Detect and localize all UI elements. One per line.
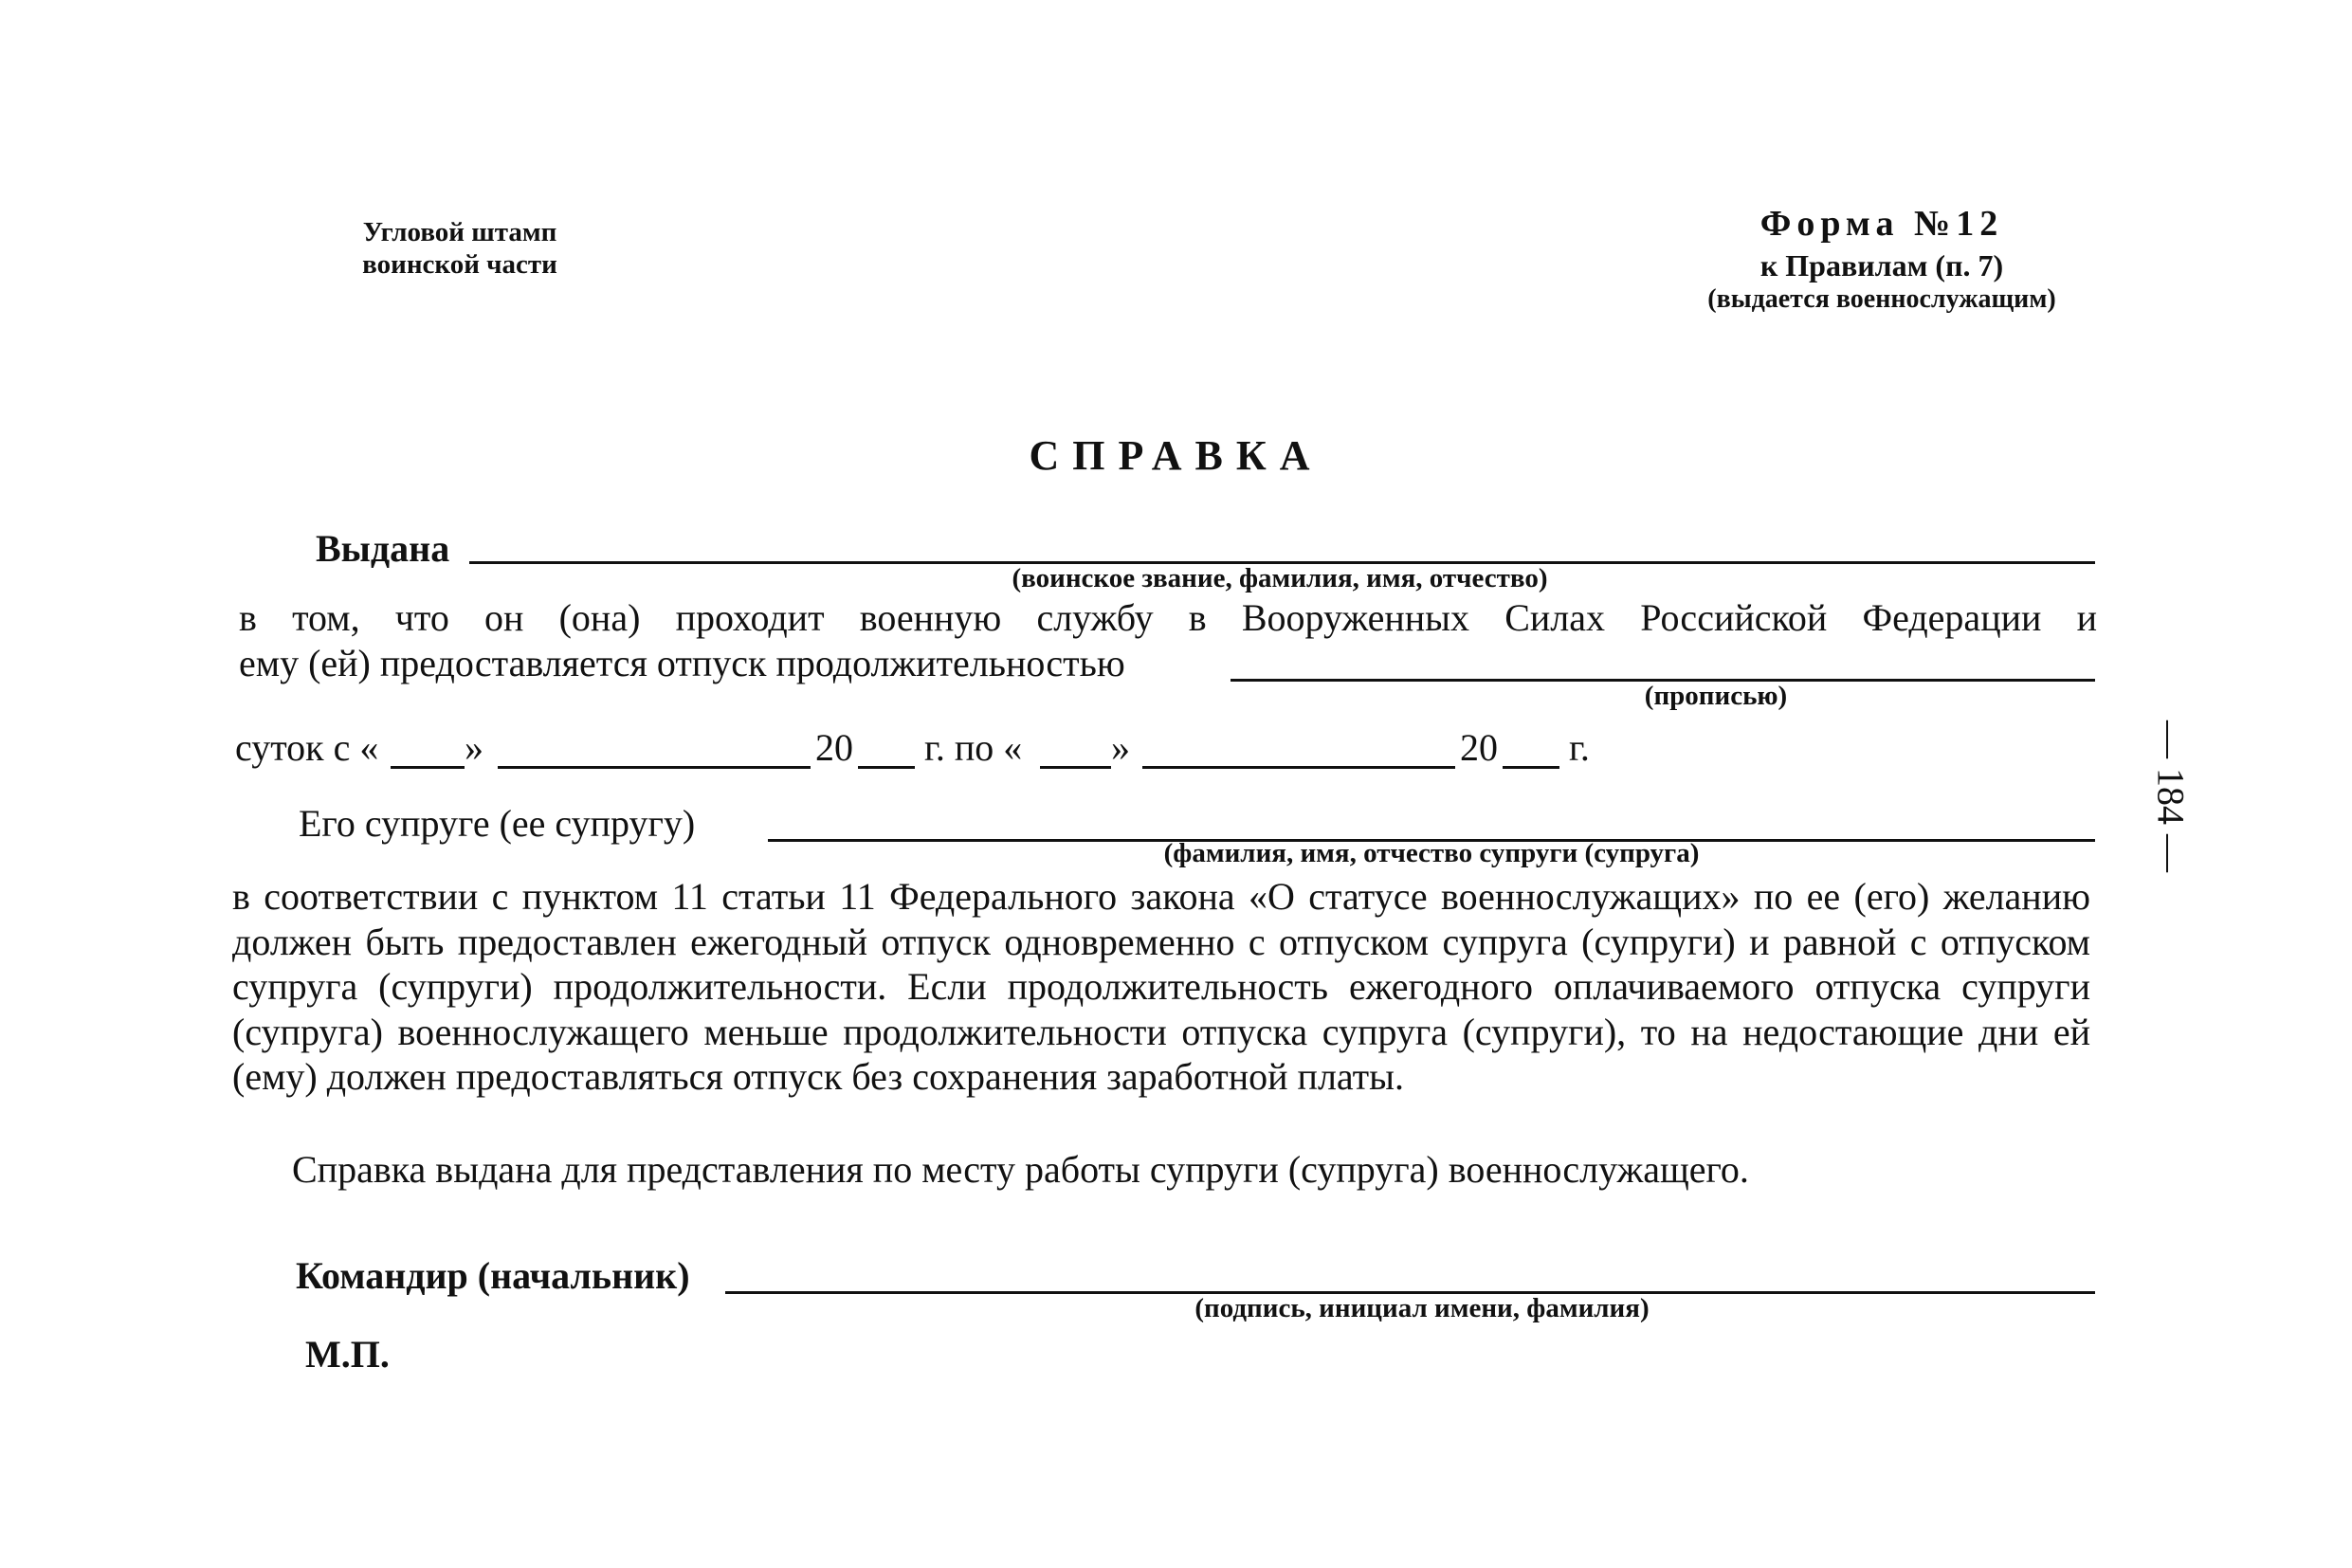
year2-suffix: г. xyxy=(1569,726,1590,769)
commander-hint: (подпись, инициал имени, фамилия) xyxy=(1194,1293,1650,1323)
seal-label: М.П. xyxy=(305,1333,390,1376)
form-note: (выдается военнослужащим) xyxy=(1707,284,2056,314)
day1-line xyxy=(391,766,465,769)
year1-suffix: г. по « xyxy=(924,726,1023,769)
year1-prefix: 20 xyxy=(815,726,853,769)
dates-from-label: суток с « xyxy=(235,726,379,769)
spouse-label: Его супруге (ее супругу) xyxy=(299,802,696,845)
quote-close-1: » xyxy=(465,726,483,769)
duration-hint: (прописью) xyxy=(1644,681,1788,711)
body-paragraph: в соответствии с пунктом 11 статьи 11 Федерального закона «О статусе военнослужащих» по ее (его) желанию должен быть предоставлен ежегодный отпуск одновременно с отпуском супруга (супруги) и равной с отпуском супруга (супруги) продолжительности. Если продолжительность ежегодного оплачиваемого отпуска супруги (супруга) военнослужащего меньше продолжительности отпуска супруга (супруги), то на недостающие дни ей (ему) должен предоставляться отпуск без сохранения заработной платы. xyxy=(232,875,2090,1098)
document-title: СПРАВКА xyxy=(1029,432,1323,479)
corner-stamp-label xyxy=(337,216,583,281)
service-line-2: ему (ей) предоставляется отпуск продолжительностью xyxy=(239,642,1125,684)
stamp-line-1: Угловой штамп xyxy=(362,217,557,247)
stamp-line-2: воинской части xyxy=(362,249,557,280)
year2-line xyxy=(1503,766,1559,769)
year2-prefix: 20 xyxy=(1460,726,1498,769)
day2-line xyxy=(1040,766,1111,769)
purpose-text: Справка выдана для представления по месту работы супруги (супруга) военнослужащего. xyxy=(292,1148,1749,1191)
spouse-hint: (фамилия, имя, отчество супруги (супруга) xyxy=(1163,838,1700,868)
month2-line xyxy=(1142,766,1455,769)
year1-line xyxy=(858,766,915,769)
page-number-text: — 184 — xyxy=(2149,720,2193,872)
form-title: Форма №12 xyxy=(1759,204,2004,244)
form-rule: к Правилам (п. 7) xyxy=(1759,248,2004,283)
form-number-block xyxy=(1650,201,2114,315)
commander-label: Командир (начальник) xyxy=(296,1254,690,1297)
page-number xyxy=(2114,720,2228,872)
issued-hint: (воинское звание, фамилия, имя, отчество) xyxy=(1012,563,1548,593)
quote-close-2: » xyxy=(1111,726,1130,769)
issued-label: Выдана xyxy=(316,527,450,570)
month1-line xyxy=(498,766,811,769)
service-line-1: в том, что он (она) проходит военную службу в Вооруженных Силах Российской Федерации и xyxy=(239,596,2097,639)
